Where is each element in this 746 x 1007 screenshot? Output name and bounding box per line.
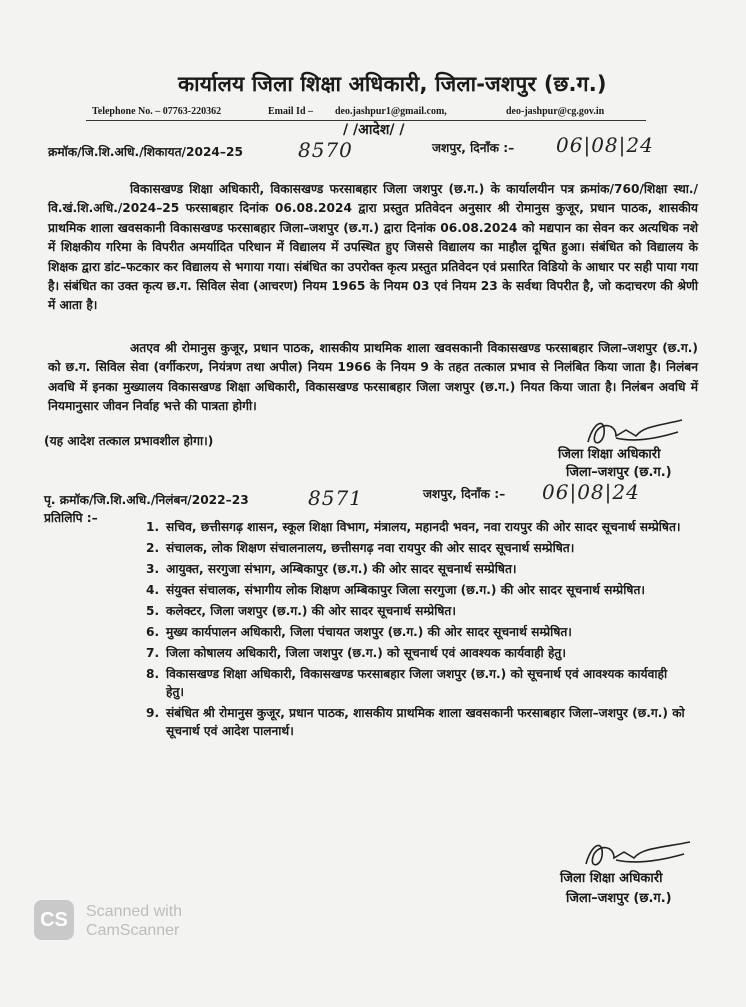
office-title: कार्यालय जिला शिक्षा अधिकारी, जिला-जशपुर (छ.ग.) [178,72,607,96]
camscanner-watermark: Scanned with CamScanner [86,903,183,939]
signature-2-title: जिला शिक्षा अधिकारी [560,871,663,886]
telephone-line: Telephone No. – 07763-220362 [92,106,222,117]
endorsement-reference-number: 8571 [308,486,363,510]
signature-1-title: जिला शिक्षा अधिकारी [558,447,661,462]
endorsement-reference: पृ. क्रमॉक/जि.शि.अधि./निलंबन/2022–23 [44,493,249,507]
list-item: 3. आयुक्त, सरगुजा संभाग, अम्बिकापुर (छ.ग.) की ओर सादर सूचनार्थ सम्प्रेषित। [146,562,517,576]
order-reference-number: 8570 [298,138,353,162]
endorsement-place-date-label: जशपुर, दिनाँक :– [423,487,506,501]
email-secondary: deo-jashpur@cg.gov.in [506,106,605,117]
list-item: 5. कलेक्टर, जिला जशपुर (छ.ग.) की ओर सादर सूचनार्थ सम्प्रेषित। [146,604,456,618]
email-primary: deo.jashpur1@gmail.com, [335,106,447,117]
list-item: 2. संचालक, लोक शिक्षण संचालनालय, छत्तीसगढ़ नवा रायपुर की ओर सादर सूचनार्थ सम्प्रेषित। [146,541,575,555]
signature-2-place: जिला–जशपुर (छ.ग.) [566,891,672,906]
list-item: 4. संयुक्त संचालक, संभागीय लोक शिक्षण अम्बिकापुर जिला सरगुजा (छ.ग.) की ओर सादर सूचनार्थ सम्प्रेषित। [146,583,646,597]
list-item: 8. विकासखण्ड शिक्षा अधिकारी, विकासखण्ड फरसाबहार जिला जशपुर (छ.ग.) को सूचनार्थ एवं आवश्यक कार्यवाही हेतु। [146,667,668,699]
order-paragraph-2: अतएव श्री रोमानुस कुजूर, प्रधान पाठक, शासकीय प्राथमिक शाला खवसकानी विकासखण्ड फरसाबहार जिला–जशपुर (छ.ग.) को छ.ग. सिविल सेवा (वर्गीकरण, नियंत्रण तथा अपील) नियम 1966 के नियम 9 के तहत तत्काल प्रभाव से निलंबित किया जाता है। निलंबन अवधि में इनका मुख्यालय विकासखण्ड शिक्षा अधिकारी, विकासखण्ड फरसाबहार जिला जशपुर (छ.ग.) नियत किया जाता है। निलंबन अवधि में नियमानुसार जीवन निर्वाह भत्ते की पात्रता होगी। [48,341,698,414]
copy-label: प्रतिलिपि :– [44,511,98,525]
signature-1-place: जिला–जशपुर (छ.ग.) [566,465,672,480]
copy-list [146,518,686,743]
list-item: 9. संबंधित श्री रोमानुस कुजूर, प्रधान पाठक, शासकीय प्राथमिक शाला खवसकानी फरसाबहार जिला–जशपुर (छ.ग.) को सूचनार्थ एवं आदेश पालनार्थ। [146,706,685,738]
endorsement-date: 06|08|24 [542,480,640,504]
list-item: 7. जिला कोषालय अधिकारी, जिला जशपुर (छ.ग.) को सूचनार्थ एवं आवश्यक कार्यवाही हेतु। [146,646,566,660]
order-place-date-label: जशपुर, दिनाँक :– [432,141,515,155]
effective-note: (यह आदेश तत्काल प्रभावशील होगा।) [44,434,214,448]
order-paragraph-1: विकासखण्ड शिक्षा अधिकारी, विकासखण्ड फरसाबहार जिला जशपुर (छ.ग.) के कार्यालयीन पत्र क्रमांक/760/शिक्षा स्था./वि.खं.शि.अधि./2024–25 फरसाबहार दिनांक 06.08.2024 द्वारा प्रस्तुत प्रतिवेदन अनुसार श्री रोमानुस कुजूर, प्रधान पाठक, शासकीय प्राथमिक शाला खवसकानी विकासखण्ड फरसाबहार जिला–जशपुर (छ.ग.) द्वारा दिनांक 06.08.2024 को मद्यपान का सेवन कर अत्यधिक नशे में शिक्षकीय गरिमा के विपरीत अमर्यादित परिधान में विद्यालय में उपस्थित हुए जिससे विद्यालय का माहौल दूषित हुआ। संबंधित को विद्यालय के शिक्षक द्वारा डांट–फटकार कर विद्यालय से भगाया गया। संबंधित का उपरोक्त कृत्य प्रस्तुत प्रतिवेदन एवं प्रसारित विडियो के आधार पर सही पाया गया है। संबंधित का उक्त कृत्य छ.ग. सिविल सेवा (आचरण) नियम 1965 के नियम 03 एवं नियम 23 के सर्वथा विपरीत है, जो कदाचरण की श्रेणी में आता है। [48,182,698,313]
list-item: 6. मुख्य कार्यपालन अधिकारी, जिला पंचायत जशपुर (छ.ग.) की ओर सादर सूचनार्थ सम्प्रेषित। [146,625,572,639]
order-reference: क्रमॉक/जि.शि.अधि./शिकायत/2024–25 [48,145,243,159]
order-heading: / /आदेश/ / [343,122,405,138]
email-label: Email Id – [268,106,314,117]
camscanner-logo-icon: CS [34,900,74,940]
list-item: 1. सचिव, छत्तीसगढ़ शासन, स्कूल शिक्षा विभाग, मंत्रालय, महानदी भवन, नवा रायपुर की ओर सादर सूचनार्थ सम्प्रेषित। [146,520,681,534]
order-date: 06|08|24 [556,133,654,157]
